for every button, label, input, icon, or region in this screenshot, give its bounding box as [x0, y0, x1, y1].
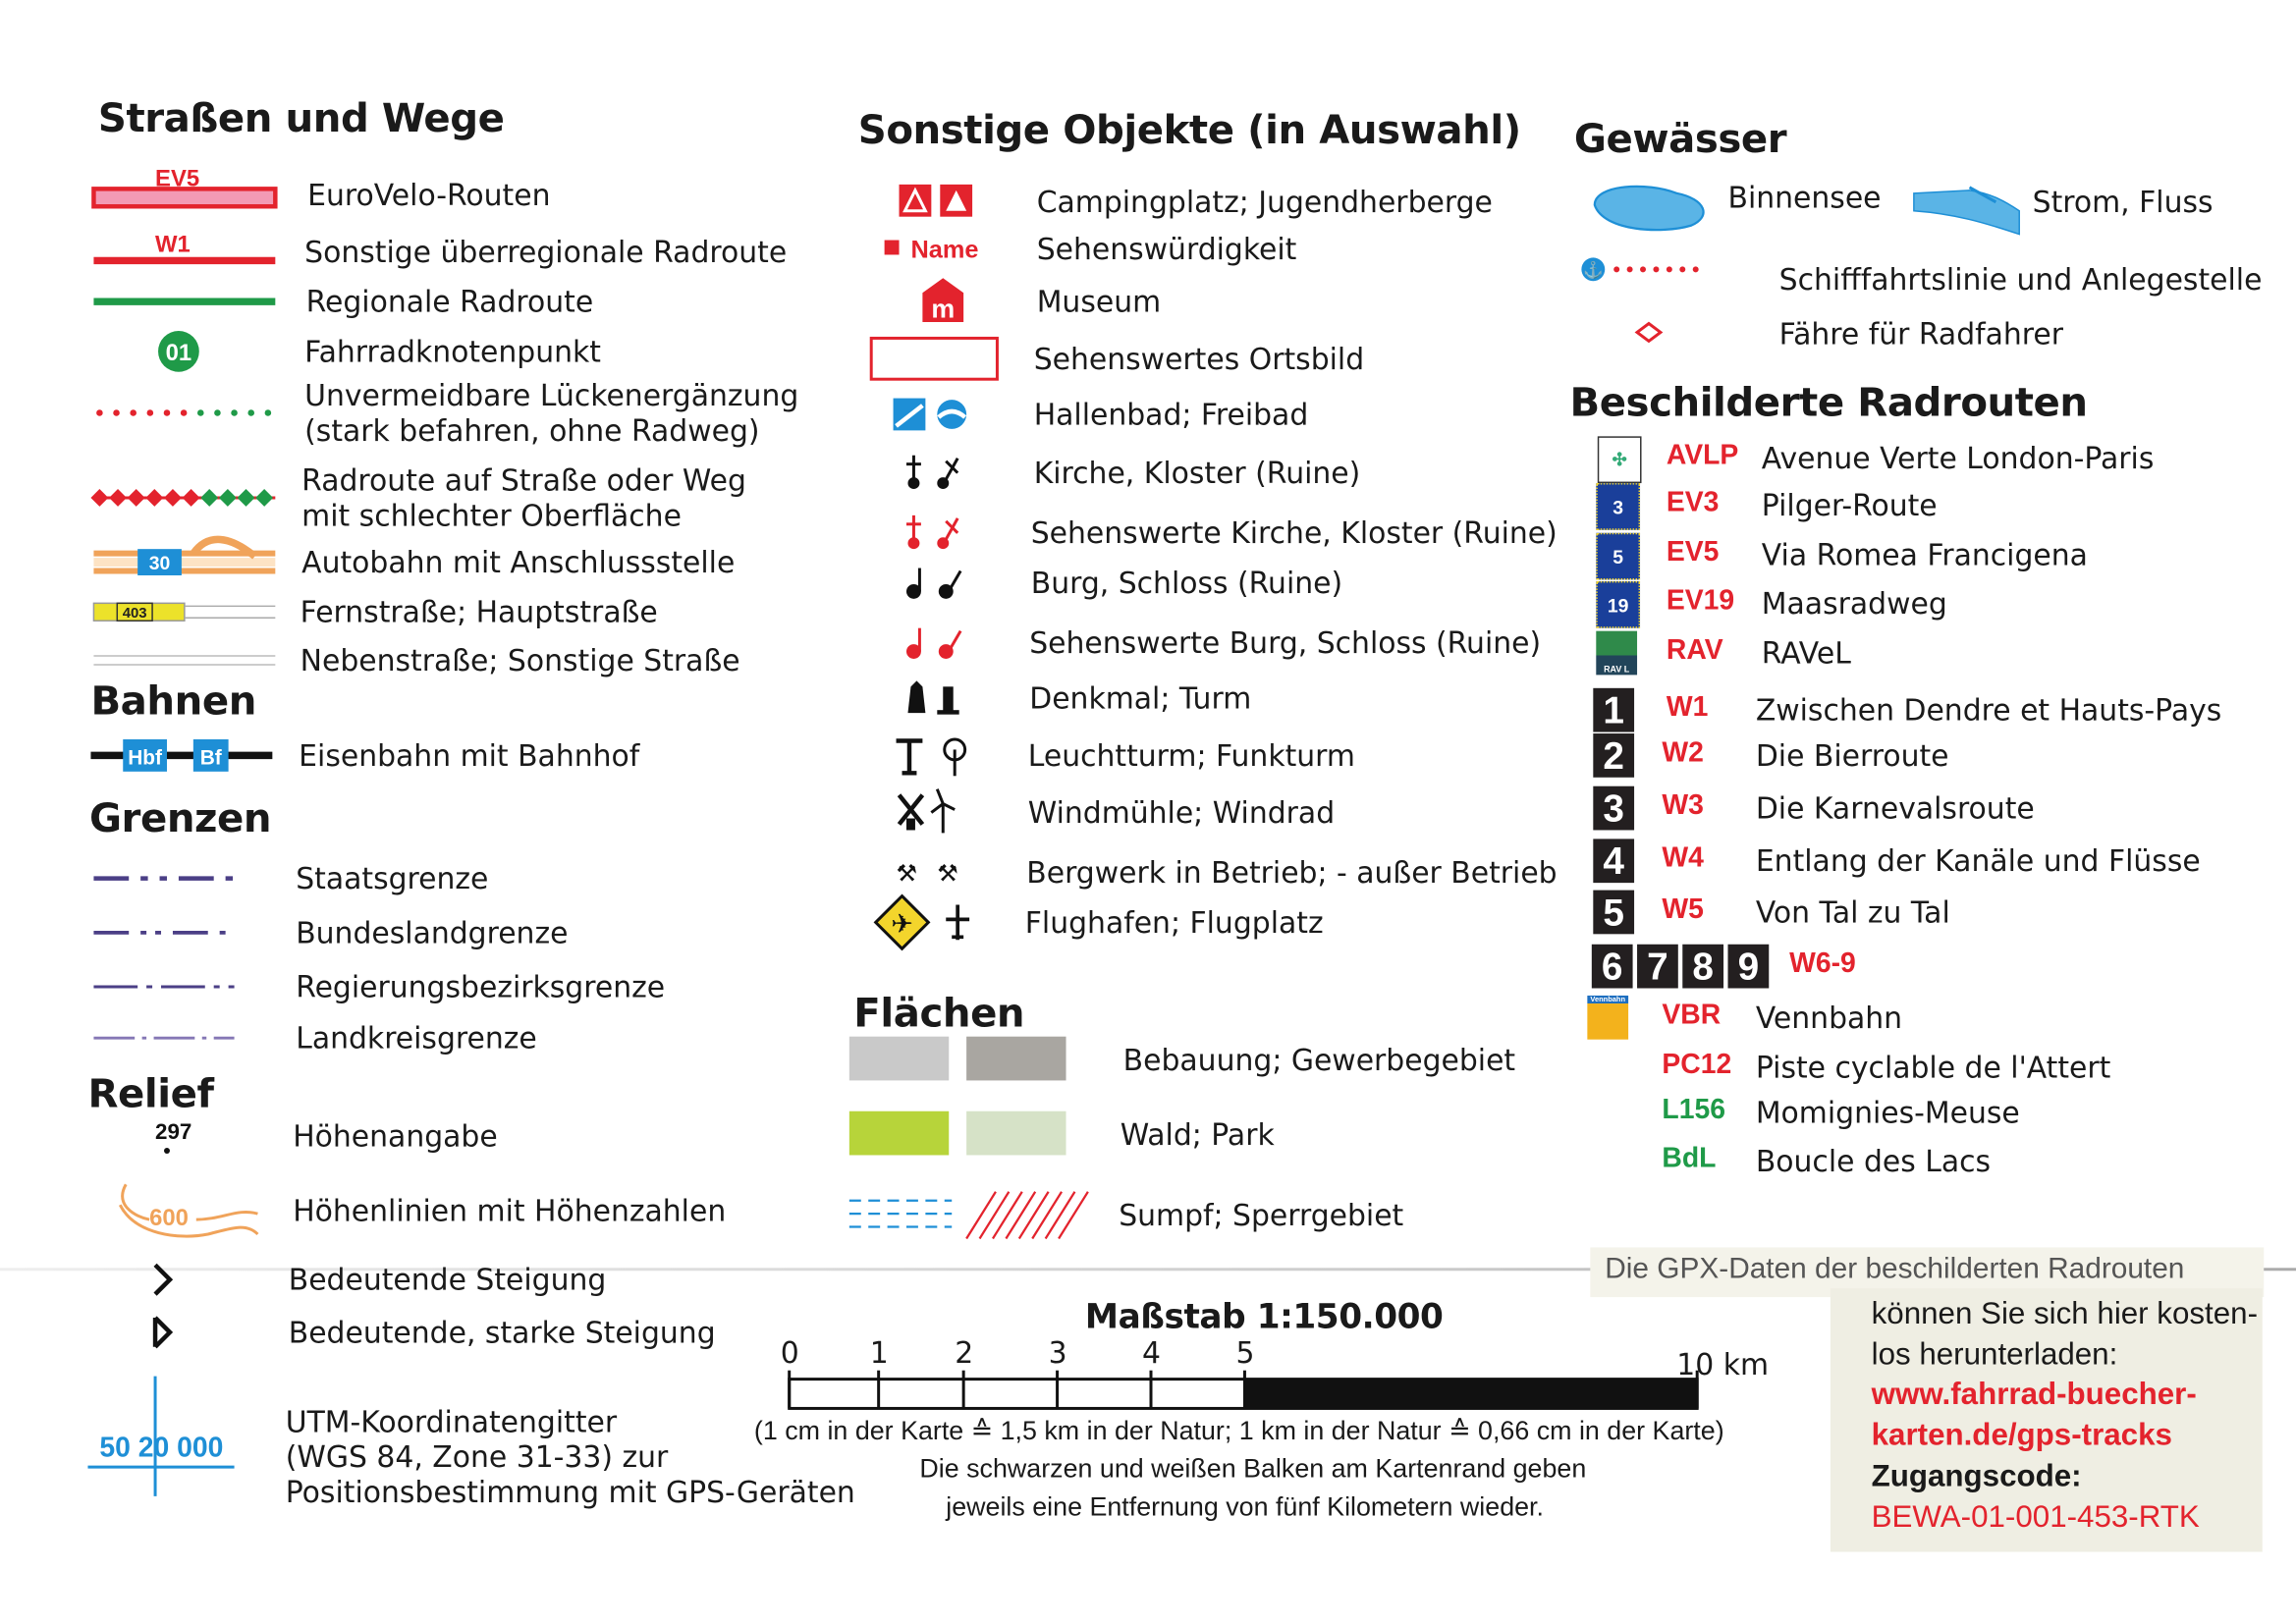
icon-label: 01 — [165, 339, 192, 366]
avlp-logo-icon: ✣ — [1598, 436, 1642, 483]
legend-item-label: Eisenbahn mit Bahnhof — [299, 737, 640, 774]
bike-ferry-icon — [1634, 321, 1664, 345]
eurovelo-route-icon — [90, 165, 281, 224]
w4-badge-icon: 4 — [1593, 839, 1634, 883]
scale-end-label: 10 km — [1676, 1346, 1770, 1382]
svg-text:⚒: ⚒ — [937, 860, 958, 888]
legend-item-label: Landkreisgrenze — [296, 1020, 537, 1056]
icon-label: 403 — [122, 606, 147, 623]
legend-item-label: Sehenswerte Kirche, Kloster (Ruine) — [1030, 514, 1558, 551]
route-code: PC12 — [1662, 1050, 1732, 1081]
sight-icon — [870, 220, 1002, 279]
route-name: Die Karnevalsroute — [1755, 790, 2035, 826]
roads-heading: Straßen und Wege — [97, 96, 505, 142]
legend-item-label: Leuchtturm; Funkturm — [1027, 737, 1355, 774]
scale-note-3: jeweils eine Entfernung von fünf Kilometern wieder. — [946, 1491, 1544, 1522]
bike-ferry-label: Fähre für Radfahrer — [1778, 316, 2064, 352]
w9-badge-icon: 9 — [1727, 945, 1769, 989]
scale-tick-2: 2 — [955, 1334, 974, 1371]
legend-item-label: Windmühle; Windrad — [1027, 794, 1336, 831]
gpx-url-1[interactable]: www.fahrrad-buecher- — [1871, 1378, 2197, 1412]
legend-item-label: Bedeutende Steigung — [288, 1262, 607, 1298]
relief-heading: Relief — [87, 1071, 214, 1117]
route-name: Momignies-Meuse — [1755, 1095, 2020, 1131]
route-name: Via Romea Francigena — [1761, 537, 2088, 573]
legend-item-label: Sehenswerte Burg, Schloss (Ruine) — [1029, 624, 1542, 661]
icon-label: Hbf — [128, 746, 163, 770]
minor-road-icon — [90, 631, 281, 690]
legend-item-label: EuroVelo-Routen — [307, 177, 551, 213]
w7-badge-icon: 7 — [1637, 945, 1678, 989]
route-name: Piste cyclable de l'Attert — [1755, 1050, 2111, 1085]
gpx-code-label: Zugangscode: — [1871, 1459, 2082, 1493]
borders-heading: Grenzen — [88, 796, 272, 842]
utm-grid-icon — [90, 1408, 281, 1467]
icon-label: Name — [910, 236, 979, 264]
legend-item-label: Staatsgrenze — [296, 860, 489, 896]
shipping-line-label: Schifffahrtslinie und Anlegestelle — [1778, 261, 2263, 298]
bad-surface-route-icon — [90, 468, 281, 527]
route-name: Entlang der Kanäle und Flüsse — [1755, 842, 2201, 879]
legend-item-label: Nebenstraße; Sonstige Straße — [300, 642, 740, 678]
rail-heading: Bahnen — [90, 678, 256, 726]
townscape-frame-icon — [870, 329, 1002, 388]
icon-label: W1 — [155, 231, 191, 258]
scale-tick-0: 0 — [780, 1334, 799, 1371]
legend-item-label: Höhenlinien mit Höhenzahlen — [293, 1193, 727, 1229]
scale-tick-3: 3 — [1048, 1334, 1067, 1371]
icon-label: 50 20 000 — [99, 1432, 224, 1464]
w8-badge-icon: 8 — [1682, 945, 1723, 989]
legend-item-label: Sumpf; Sperrgebiet — [1119, 1197, 1404, 1233]
junction-node-icon — [90, 322, 281, 381]
route-code: VBR — [1662, 1000, 1722, 1031]
legend-item-label: Sehenswertes Ortsbild — [1033, 341, 1365, 377]
castle-icon — [870, 554, 1002, 613]
scale-note-1: (1 cm in der Karte ≙ 1,5 km in der Natur; 1 km in der Natur ≙ 0,66 cm in der Karte) — [753, 1415, 1724, 1445]
icon-label: Bf — [199, 746, 222, 770]
gpx-access-code: BEWA-01-001-453-RTK — [1871, 1500, 2200, 1535]
swimming-pool-icon — [870, 385, 1002, 444]
eurovelo-5-icon: 5 — [1596, 533, 1640, 580]
legend-item-label: UTM-Koordinatengitter (WGS 84, Zone 31-33) zur Positionsbestimmung mit GPS-Geräten — [285, 1403, 855, 1510]
steep-climb-chevron-icon — [90, 1303, 281, 1362]
icon-label: 600 — [149, 1205, 189, 1232]
legend-item-label: Bebauung; Gewerbegebiet — [1122, 1042, 1516, 1078]
route-code: W5 — [1662, 894, 1704, 926]
w5-badge-icon: 5 — [1593, 891, 1634, 935]
areas-heading: Flächen — [853, 991, 1025, 1037]
eurovelo-3-icon: 3 — [1596, 483, 1640, 530]
objects-heading: Sonstige Objekte (in Auswahl) — [857, 108, 1521, 154]
legend-item-label: Fahrradknotenpunkt — [304, 333, 602, 369]
svg-text:m: m — [931, 294, 956, 324]
church-monastery-icon — [870, 444, 1002, 503]
built-up-area-icon — [849, 1031, 1069, 1090]
route-code: AVLP — [1666, 440, 1739, 472]
scale-tick-1: 1 — [869, 1334, 889, 1371]
legend-item-label: Museum — [1036, 284, 1162, 320]
legend-item-label: Radroute auf Straße oder Weg mit schlechter Oberfläche — [301, 462, 746, 533]
legend-item-label: Fernstraße; Hauptstraße — [300, 594, 658, 630]
route-code: EV19 — [1666, 585, 1735, 617]
elevation-point-icon — [90, 1107, 281, 1165]
contour-line-icon — [90, 1181, 281, 1240]
state-border-icon — [87, 849, 278, 908]
route-code: EV5 — [1666, 537, 1720, 568]
scale-note-2: Die schwarzen und weißen Balken am Kartenrand geben — [919, 1453, 1587, 1484]
ravel-logo-icon: RAV L — [1596, 631, 1637, 676]
county-border-icon — [87, 1008, 278, 1067]
route-code: BdL — [1662, 1143, 1717, 1174]
w2-badge-icon: 2 — [1593, 733, 1634, 778]
icon-label: 30 — [148, 553, 171, 575]
svg-text:⚒: ⚒ — [896, 860, 917, 888]
lake-label: Binnensee — [1727, 180, 1882, 216]
route-code: W1 — [1666, 692, 1709, 724]
lake-icon — [1589, 179, 1714, 235]
legend-item-label: Denkmal; Turm — [1029, 680, 1252, 717]
route-name: Vennbahn — [1755, 1000, 1903, 1036]
swamp-restricted-icon — [849, 1186, 1069, 1245]
w6-badge-icon: 6 — [1592, 945, 1633, 989]
legend-item-label: Kirche, Kloster (Ruine) — [1033, 455, 1361, 491]
route-code: L156 — [1662, 1095, 1725, 1126]
gpx-text-2: los herunterladen: — [1871, 1337, 2118, 1373]
legend-item-label: Hallenbad; Freibad — [1033, 397, 1309, 432]
route-code: RAV — [1666, 635, 1723, 667]
legend-item-label: Bergwerk in Betrieb; - außer Betrieb — [1026, 854, 1558, 891]
route-name: Avenue Verte London-Paris — [1761, 440, 2155, 476]
legend-item-label: Regionale Radroute — [305, 284, 594, 320]
shipping-line-icon — [1578, 254, 1710, 284]
river-label: Strom, Fluss — [2032, 184, 2214, 220]
route-code: W6-9 — [1789, 948, 1856, 980]
svg-text:⚓: ⚓ — [1583, 261, 1604, 280]
route-code: W4 — [1662, 842, 1704, 875]
icon-label: 297 — [155, 1119, 192, 1145]
route-name: Boucle des Lacs — [1755, 1143, 1992, 1179]
windmill-icon — [870, 784, 1002, 842]
forest-park-icon — [849, 1106, 1069, 1164]
scale-tick-4: 4 — [1142, 1334, 1162, 1371]
w3-badge-icon: 3 — [1593, 786, 1634, 831]
gap-dotted-line-icon — [90, 384, 281, 443]
gpx-url-2[interactable]: karten.de/gps-tracks — [1871, 1418, 2172, 1453]
legend-item-label: Campingplatz; Jugendherberge — [1036, 184, 1493, 220]
route-code: W2 — [1662, 737, 1704, 769]
legend-item-label: Bedeutende, starke Steigung — [288, 1315, 716, 1350]
lighthouse-radio-tower-icon — [870, 727, 1002, 785]
district-border-icon — [87, 957, 278, 1016]
route-code: W3 — [1662, 790, 1704, 822]
route-name: RAVeL — [1761, 635, 1851, 671]
scale-tick-5: 5 — [1235, 1334, 1255, 1371]
museum-icon — [870, 272, 1002, 331]
airport-icon — [870, 893, 1002, 952]
route-name: Maasradweg — [1761, 585, 1947, 622]
water-heading: Gewässer — [1573, 117, 1787, 163]
w1-badge-icon: 1 — [1593, 688, 1634, 732]
legend-item-label: Sonstige überregionale Radroute — [304, 234, 788, 270]
gpx-intro: Die GPX-Daten der beschilderten Radrouten — [1605, 1253, 2185, 1286]
legend-item-label: Bundeslandgrenze — [296, 914, 569, 950]
climb-chevron-icon — [90, 1250, 281, 1309]
scale-title: Maßstab 1:150.000 — [1084, 1298, 1444, 1337]
svg-text:✈: ✈ — [891, 908, 913, 939]
scale-bar — [785, 1371, 1707, 1418]
federal-state-border-icon — [87, 903, 278, 962]
monument-tower-icon — [870, 669, 1002, 728]
gpx-text-1: können Sie sich hier kosten- — [1871, 1297, 2258, 1331]
railway-icon — [87, 727, 278, 785]
legend-item-label: Unvermeidbare Lückenergänzung (stark befahren, ohne Radweg) — [304, 377, 799, 449]
eurovelo-19-icon: 19 — [1596, 581, 1640, 628]
icon-label: EV5 — [155, 165, 200, 192]
legend-item-label: Höhenangabe — [293, 1118, 498, 1154]
legend-item-label: Burg, Schloss (Ruine) — [1030, 565, 1343, 601]
route-name: Von Tal zu Tal — [1755, 894, 1950, 930]
river-icon — [1911, 182, 2021, 241]
legend-item-label: Regierungsbezirksgrenze — [296, 969, 666, 1004]
route-name: Die Bierroute — [1755, 737, 1949, 774]
notable-castle-icon — [870, 614, 1002, 673]
legend-item-label: Flughafen; Flugplatz — [1024, 904, 1324, 941]
vennbahn-logo-icon: Vennbahn — [1587, 996, 1628, 1040]
legend-item-label: Sehenswürdigkeit — [1036, 231, 1297, 267]
route-name: Pilger-Route — [1761, 487, 1938, 523]
route-code: EV3 — [1666, 487, 1720, 518]
routes-heading: Beschilderte Radrouten — [1569, 380, 2088, 426]
legend-item-label: Autobahn mit Anschlussstelle — [301, 544, 736, 580]
route-name: Zwischen Dendre et Hauts-Pays — [1755, 692, 2222, 729]
legend-item-label: Wald; Park — [1120, 1116, 1275, 1153]
